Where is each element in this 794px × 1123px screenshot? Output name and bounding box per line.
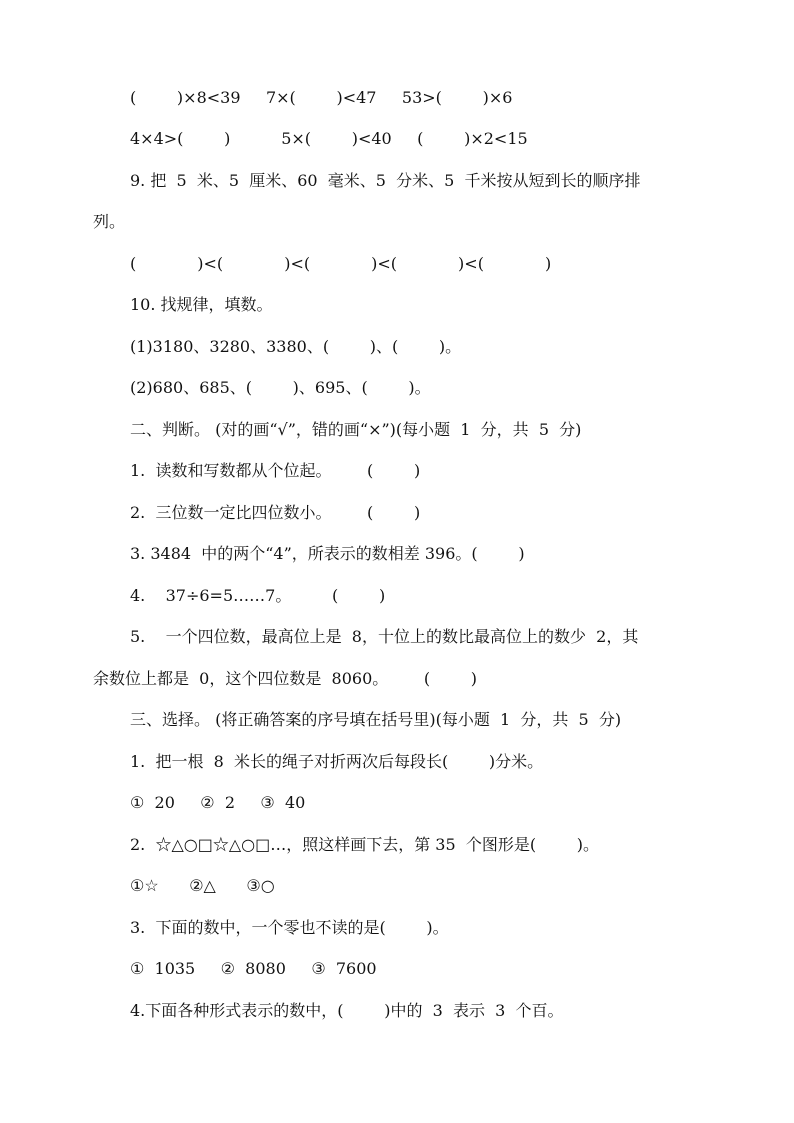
fill-in-comparison-row-1: ( )×8<39 7×( )<47 53>( )×6 — [130, 88, 513, 107]
judgement-item-5: 5. 一个四位数，最高位上是 8，十位上的数比最高位上的数少 2，其 — [130, 627, 639, 646]
question-9-answer-row: ( )<( )<( )<( )<( ) — [130, 254, 552, 273]
section-choice-heading: 三、选择。 (将正确答案的序号填在括号里)(每小题 1 分，共 5 分) — [130, 710, 622, 729]
question-10-part-2: (2)680、685、( )、695、( )。 — [130, 378, 431, 397]
choice-item-1-options: ① 20 ② 2 ③ 40 — [130, 793, 306, 812]
judgement-item-2: 2. 三位数一定比四位数小。 ( ) — [130, 503, 421, 522]
question-10-text: 10. 找规律，填数。 — [130, 295, 273, 314]
choice-item-1: 1. 把一根 8 米长的绳子对折两次后每段长( )分米。 — [130, 752, 544, 771]
judgement-item-3: 3. 3484 中的两个“4”，所表示的数相差 396。( ) — [130, 544, 525, 563]
choice-item-4: 4.下面各种形式表示的数中，( )中的 3 表示 3 个百。 — [130, 1001, 564, 1020]
choice-item-3: 3. 下面的数中，一个零也不读的是( )。 — [130, 918, 449, 937]
choice-item-2: 2. ☆△○□☆△○□…，照这样画下去，第 35 个图形是( )。 — [130, 835, 599, 854]
choice-item-2-options: ①☆ ②△ ③○ — [130, 876, 275, 895]
question-9-text: 9. 把 5 米、5 厘米、60 毫米、5 分米、5 千米按从短到长的顺序排 — [130, 171, 641, 190]
question-9-text-continued: 列。 — [93, 212, 126, 231]
fill-in-comparison-row-2: 4×4>( ) 5×( )<40 ( )×2<15 — [130, 129, 528, 148]
judgement-item-5-continued: 余数位上都是 0，这个四位数是 8060。 ( ) — [93, 669, 478, 688]
choice-item-3-options: ① 1035 ② 8080 ③ 7600 — [130, 959, 377, 978]
judgement-item-4: 4. 37÷6=5……7。 ( ) — [130, 586, 386, 605]
question-10-part-1: (1)3180、3280、3380、( )、( )。 — [130, 337, 462, 356]
section-judgement-heading: 二、判断。 (对的画“√”，错的画“×”)(每小题 1 分，共 5 分) — [130, 420, 582, 439]
judgement-item-1: 1. 读数和写数都从个位起。 ( ) — [130, 461, 421, 480]
